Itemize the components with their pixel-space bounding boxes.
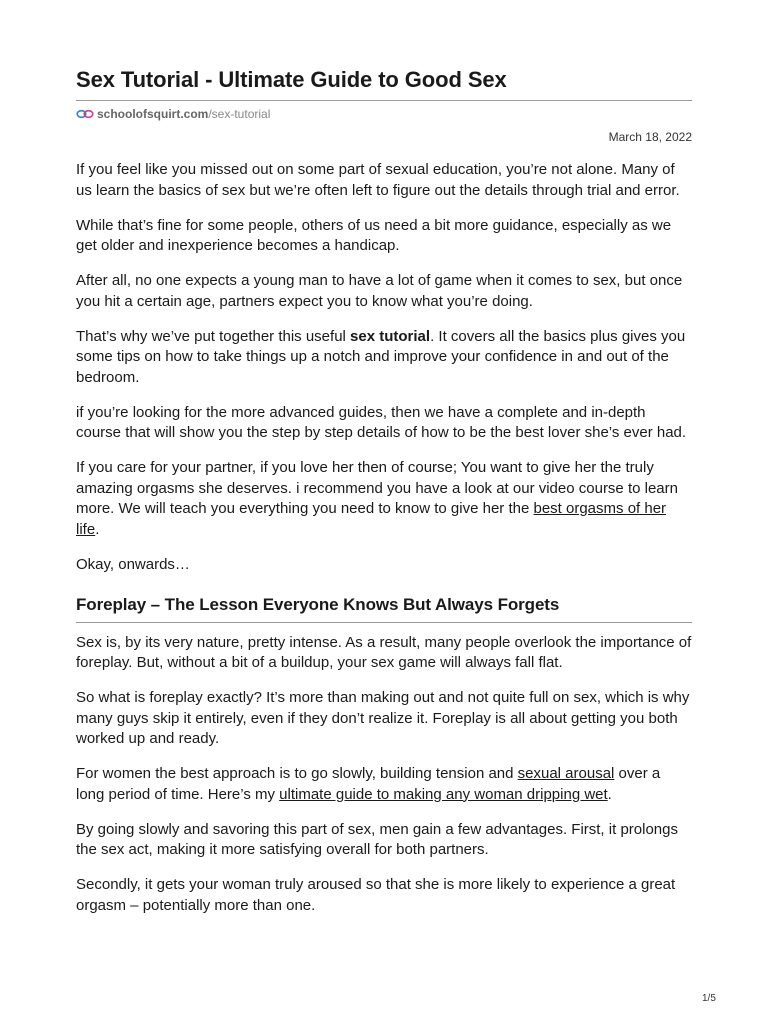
publish-date: March 18, 2022 [608,130,692,144]
paragraph-6-text-a: If you care for your partner, if you love her then of course; You want to give her the truly amazing orgasms she deserves. i recommend you have a look at our video course to learn more. We will teach you everything you need to know to give her the [76,459,678,517]
paragraph-7: Okay, onwards… [76,555,190,573]
section-paragraph-1: Sex is, by its very nature, pretty intense. As a result, many people overlook the importance of foreplay. But, without a bit of a buildup, your sex game will always fall flat. [76,633,692,671]
source-path[interactable]: /sex-tutorial [208,107,271,121]
section-paragraph-4: By going slowly and savoring this part of sex, men gain a few advantages. First, it prolongs the sex act, making it more satisfying overall for both partners. [76,820,678,858]
source-line [76,107,270,121]
page-title: Sex Tutorial - Ultimate Guide to Good Sex [76,67,507,92]
sex-tutorial-bold: sex tutorial [350,327,431,345]
dripping-wet-guide-link[interactable]: ultimate guide to making any woman dripping wet [279,785,608,803]
paragraph-1: If you feel like you missed out on some part of sexual education, you’re not alone. Many of us learn the basics of sex but we’re often left to figure out the details through trial and error. [76,161,680,199]
paragraph-6-text-b: . [95,520,100,538]
page-number: 1/5 [702,993,716,1004]
paragraph-3: After all, no one expects a young man to have a lot of game when it comes to sex, but once you hit a certain age, partners expect you to know what you’re doing. [76,272,683,310]
section-heading: Foreplay – The Lesson Everyone Knows But Always Forgets [76,595,560,614]
paragraph-2: While that’s fine for some people, others of us need a bit more guidance, especially as we get older and inexperience becomes a handicap. [76,216,672,254]
paragraph-4-text-b: . It covers all the basics plus gives you some tips on how to take things up a notch and improve your confidence in and out of the bedroom. [76,327,686,386]
link-icon [76,109,94,119]
best-orgasms-link[interactable]: best orgasms of her life [76,500,667,538]
title-divider [76,100,692,101]
section-paragraph-3 [76,764,692,805]
section-paragraph-5: Secondly, it gets your woman truly aroused so that she is more likely to experience a great orgasm – potentially more than one. [76,876,676,914]
source-domain[interactable]: schoolofsquirt.com [97,107,209,121]
section-paragraph-3-text-a: For women the best approach is to go slowly, building tension and [76,765,518,782]
paragraph-5: if you’re looking for the more advanced guides, then we have a complete and in-depth course that will show you the step by step details of how to be the best lover she’s ever had. [76,403,687,441]
sexual-arousal-link[interactable]: sexual arousal [517,765,615,782]
paragraph-4 [76,327,692,389]
section-paragraph-2: So what is foreplay exactly? It’s more than making out and not quite full on sex, which is why many guys skip it entirely, even if they don’t realize it. Foreplay is all about getting you both worked up and ready. [76,689,690,747]
paragraph-6 [76,458,692,540]
section-paragraph-3-text-c: . [607,785,612,803]
section-divider [76,622,692,623]
article-body [76,160,692,931]
paragraph-4-text-a: That’s why we’ve put together this useful [76,327,351,345]
section-paragraph-3-text-b: over a long period of time. Here’s my [76,765,661,803]
